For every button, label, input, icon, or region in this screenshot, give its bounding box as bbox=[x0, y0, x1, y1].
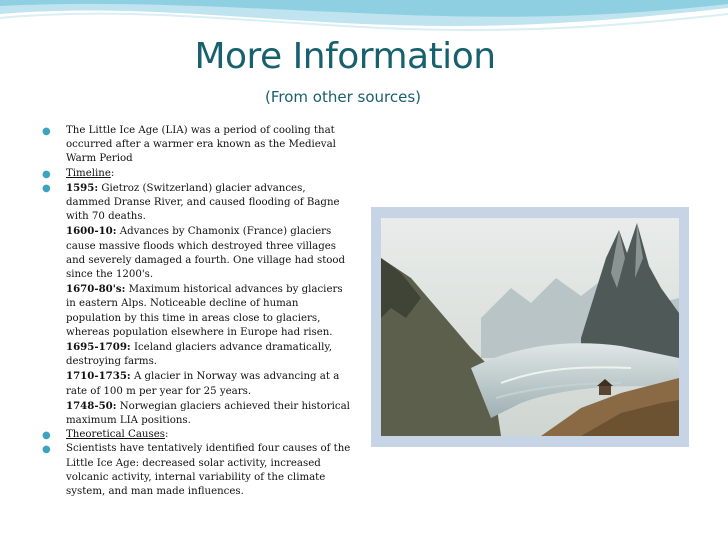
timeline-text: Iceland glaciers advance dramatically, destroying farms. bbox=[66, 342, 332, 368]
list-item bbox=[42, 167, 352, 181]
list-item bbox=[42, 124, 352, 167]
slide-subtitle: (From other sources) bbox=[265, 88, 421, 106]
bullet-icon: ● bbox=[42, 168, 51, 180]
timeline-text: A glacier in Norway was advancing at a rate of 100 m per year for 25 years. bbox=[66, 371, 340, 397]
timeline-text: Maximum historical advances by glaciers in eastern Alps. Noticeable decline of human population by this time in areas close to glaciers, whereas population elsewhere in Europe had risen. bbox=[66, 284, 343, 338]
timeline-year: 1748-50: bbox=[66, 399, 117, 412]
glacier-painting-image bbox=[381, 218, 679, 436]
timeline-entry bbox=[66, 399, 352, 428]
slide-title: More Information bbox=[194, 36, 496, 77]
timeline-label: Timeline bbox=[66, 167, 111, 179]
timeline-entry bbox=[66, 340, 352, 369]
bullet-icon: ● bbox=[42, 182, 51, 194]
list-item bbox=[42, 442, 352, 499]
timeline-text: Norwegian glaciers achieved their historical maximum LIA positions. bbox=[66, 400, 350, 427]
timeline-entry bbox=[66, 282, 352, 340]
bullet-icon: ● bbox=[42, 444, 51, 456]
bullet-list bbox=[42, 124, 352, 499]
timeline-year: 1710-1735: bbox=[66, 370, 131, 383]
header-wave-decoration bbox=[0, 0, 728, 40]
intro-text: The Little Ice Age (LIA) was a period of cooling that occurred after a warmer era known as the Medieval Warm Period bbox=[66, 125, 336, 165]
timeline-entry bbox=[66, 181, 352, 225]
timeline-year: 1695-1709: bbox=[66, 341, 131, 354]
timeline-year: 1670-80's: bbox=[66, 283, 126, 296]
causes-text: Scientists have tentatively identified four causes of the Little Ice Age: decreased solar activity, increased volcanic activity, internal variability of the climate system, and man made influences. bbox=[66, 443, 351, 498]
content-body bbox=[42, 124, 352, 499]
bullet-icon: ● bbox=[42, 430, 51, 442]
timeline-text: Advances by Chamonix (France) glaciers cause massive floods which destroyed three villages and severely damaged a fourth. One village had stood since the 1200's. bbox=[66, 226, 346, 281]
timeline-entry bbox=[66, 369, 352, 398]
bullet-icon: ● bbox=[42, 126, 51, 137]
list-item bbox=[42, 181, 352, 428]
list-item bbox=[42, 428, 352, 442]
timeline-year: 1600-10: bbox=[66, 225, 117, 238]
timeline-text: Gietroz (Switzerland) glacier advances, dammed Dranse River, and caused flooding of Bagne with 70 deaths. bbox=[66, 182, 340, 223]
timeline-entry bbox=[66, 224, 352, 282]
causes-label-suffix: : bbox=[164, 429, 169, 441]
timeline-year: 1595: bbox=[66, 181, 99, 194]
causes-label: Theoretical Causes bbox=[66, 429, 165, 441]
picture-frame bbox=[371, 207, 689, 447]
timeline-label-suffix: : bbox=[110, 167, 115, 179]
